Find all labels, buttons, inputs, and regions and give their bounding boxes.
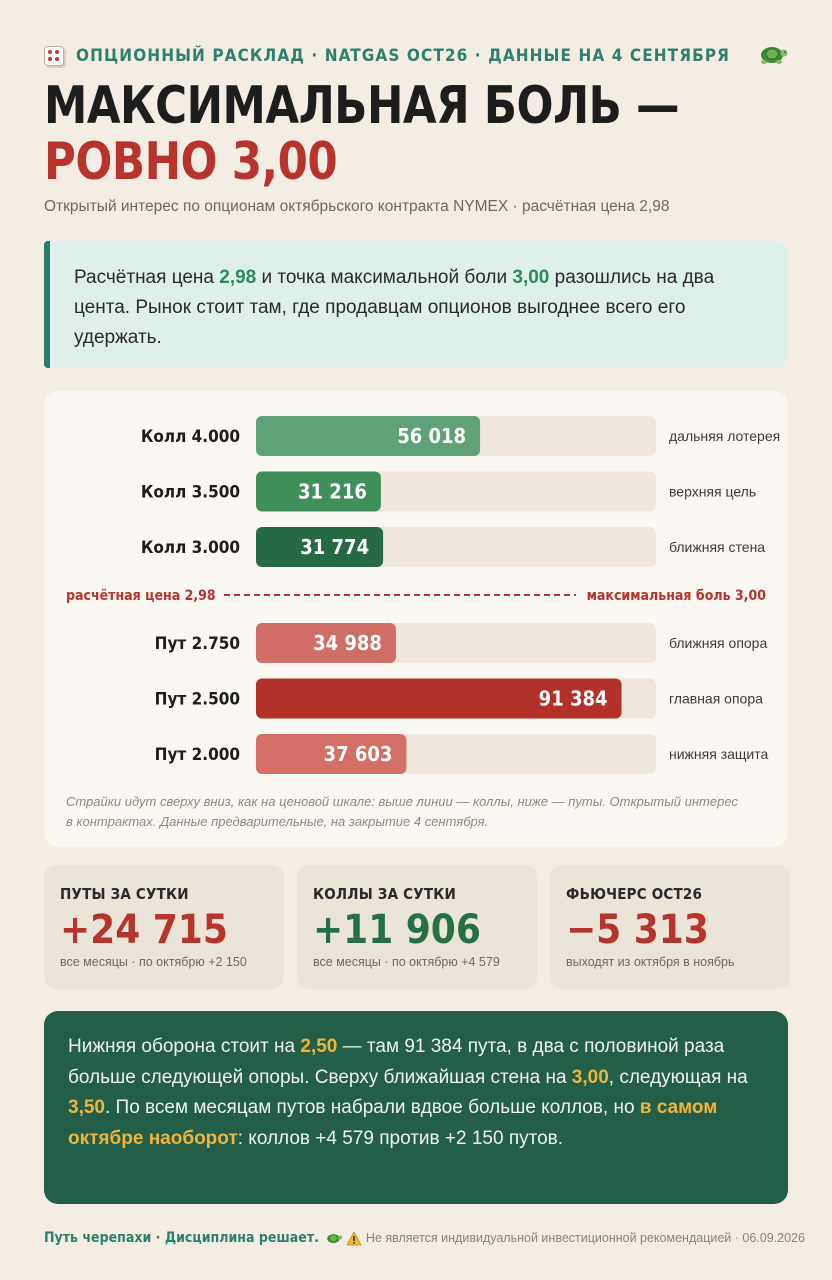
- footer-disclaimer: Не является индивидуальной инвестиционной рекомендацией · 06.09.2026: [365, 1231, 805, 1245]
- category-label: Колл 3.000: [140, 538, 240, 558]
- stat-sub: выходят из октября в ноябрь: [566, 955, 735, 969]
- summary-value-1: 2,50: [300, 1036, 338, 1057]
- kicker-text: ОПЦИОННЫЙ РАСКЛАД · NATGAS OCT26 · ДАННЫЕ НА 4 СЕНТЯБРЯ: [76, 46, 731, 66]
- callout-settle-value: 2,98: [219, 267, 257, 288]
- settlement-price-label: расчётная цена 2,98: [66, 588, 216, 604]
- bar-annotation: ближняя опора: [669, 635, 768, 651]
- turtle-icon: [325, 1230, 343, 1246]
- stat-value: +11 906: [313, 907, 481, 953]
- callout-text-1: Расчётная цена: [74, 267, 220, 288]
- title-line-1: МАКСИМАЛЬНАЯ БОЛЬ —: [44, 76, 680, 136]
- stat-label: ФЬЮЧЕРС OCT26: [566, 885, 703, 903]
- stat-label: ПУТЫ ЗА СУТКИ: [60, 885, 189, 903]
- summary-text-5: : коллов +4 579 против +2 150 путов.: [237, 1127, 564, 1149]
- footer-brand: Путь черепахи · Дисциплина решает.: [44, 1230, 319, 1246]
- value-label: 37 603: [323, 742, 393, 766]
- bar-annotation: дальняя лотерея: [669, 428, 781, 444]
- summary-text-1: Нижняя оборона стоит на: [68, 1036, 301, 1057]
- summary-text-4: . По всем месяцам путов набрали вдвое больше коллов, но: [104, 1097, 640, 1118]
- stat-card-puts: [44, 865, 284, 989]
- stat-card-calls: [297, 865, 537, 989]
- bar-annotation: главная опора: [669, 690, 763, 707]
- value-label: 91 384: [538, 686, 608, 711]
- max-pain-label: максимальная боль 3,00: [586, 588, 766, 604]
- stat-sub: все месяцы · по октябрю +2 150: [60, 955, 247, 969]
- bar-annotation: верхняя цель: [669, 483, 757, 500]
- summary-panel: [44, 1011, 788, 1204]
- footer: [44, 1228, 824, 1248]
- page-subtitle: Открытый интерес по опционам октябрьского контракта NYMEX · расчётная цена 2,98: [44, 198, 670, 215]
- value-label: 31 216: [298, 479, 367, 504]
- value-label: 31 774: [300, 535, 370, 559]
- stat-value: −5 313: [566, 907, 709, 953]
- stat-card-futures: [550, 865, 790, 989]
- summary-text-2: — там 91 384 пута, в два с половиной раза больше следующей опоры. Сверху ближайшая стена на: [68, 1036, 725, 1088]
- bar-annotation: нижняя защита: [669, 746, 769, 762]
- category-label: Пут 2.000: [154, 745, 240, 765]
- warning-icon: [346, 1231, 362, 1246]
- callout-text-2: и точка максимальной боли: [256, 267, 513, 288]
- chart-note: Страйки идут сверху вниз, как на ценовой шкале: выше линии — коллы, ниже — путы. Открытый интерес в контрактах. Данные предварительные, на закрытие 4 сентября.: [66, 794, 738, 829]
- stat-label: КОЛЛЫ ЗА СУТКИ: [313, 885, 456, 903]
- callout-maxpain-value: 3,00: [512, 267, 550, 288]
- category-label: Колл 3.500: [140, 482, 240, 503]
- callout-text-3: разошлись на два цента. Рынок стоит там, где продавцам опционов выгоднее всего его удержать.: [74, 267, 715, 348]
- summary-value-2: 3,00: [571, 1066, 609, 1088]
- category-label: Колл 4.000: [140, 427, 240, 447]
- summary-text-3: , следующая на: [608, 1066, 748, 1088]
- summary-value-4: в самом октябре наоборот: [68, 1097, 718, 1149]
- stat-value: +24 715: [60, 907, 228, 953]
- value-label: 56 018: [397, 424, 467, 448]
- value-label: 34 988: [313, 631, 382, 655]
- stat-sub: все месяцы · по октябрю +4 579: [313, 955, 500, 969]
- summary-value-3: 3,50: [68, 1097, 105, 1118]
- bar-annotation: ближняя стена: [669, 539, 766, 555]
- title-line-2: РОВНО 3,00: [44, 132, 338, 192]
- category-label: Пут 2.500: [154, 689, 240, 710]
- category-label: Пут 2.750: [154, 634, 240, 654]
